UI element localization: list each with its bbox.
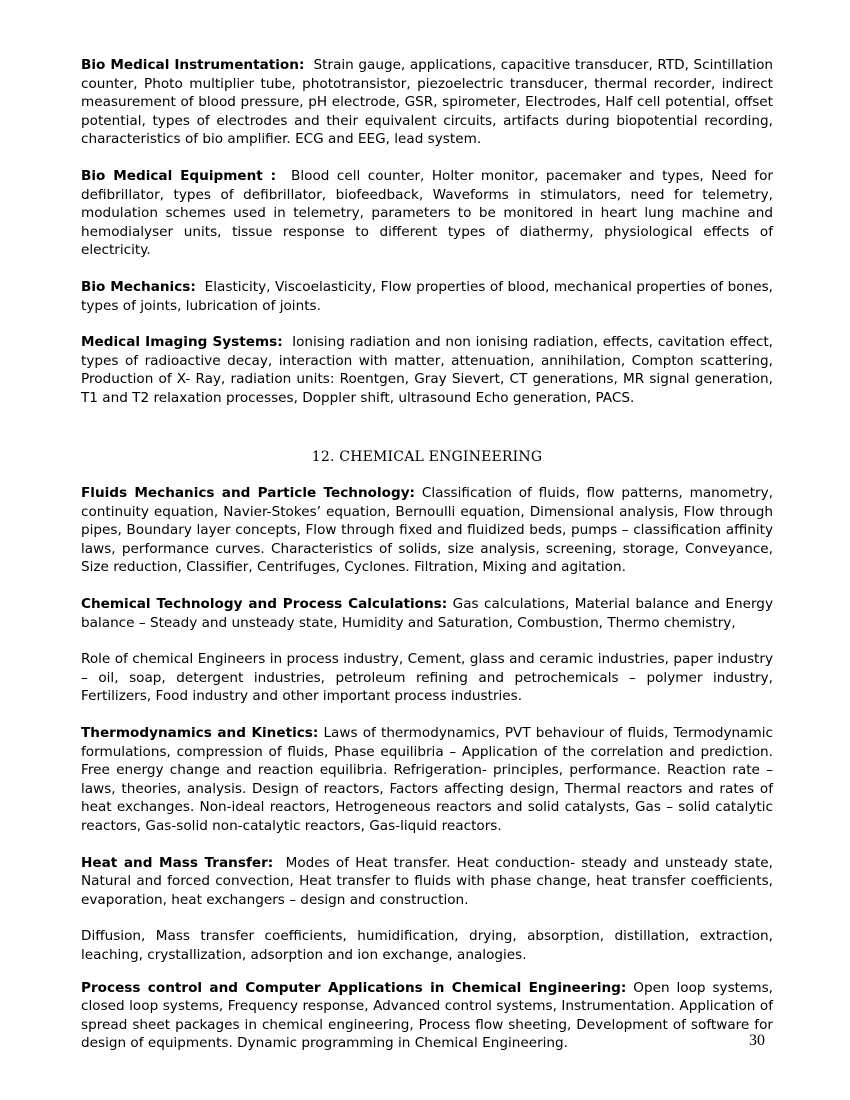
paragraph-heading: Heat and Mass Transfer: — [81, 854, 274, 871]
paragraph-biomedical-equipment — [81, 167, 773, 260]
paragraph-text: Classification of fluids, flow patterns, manometry, continuity equation, Navier-Stokes’ equation, Bernoulli equation, Dimensional analysis, Flow through pipes, Boundary layer concepts, Flow through fixed and fluidized beds, pumps – classification affinity laws, performance curves. Characteristics of solids, size analysis, screening, storage, Conveyance, Size reduction, Classifier, Centrifuges, Cyclones. Filtration, Mixing and agitation. — [81, 485, 774, 576]
paragraph-heading: Bio Medical Instrumentation: — [81, 57, 305, 73]
paragraph-heading: Thermodynamics and Kinetics: — [81, 725, 319, 742]
paragraph-thermodynamics — [81, 724, 773, 836]
section-title: 12. CHEMICAL ENGINEERING — [311, 448, 543, 465]
paragraph-text: Laws of thermodynamics, PVT behaviour of fluids, Termodynamic formulations, compression of fluids, Phase equilibria – Application of the correlation and prediction. Free energy change and reaction equilibria. Refrigeration- principles, performance. Reaction rate – laws, theories, analysis. Design of reactors, Factors affecting design, Thermal reactors and rates of heat exchanges. Non-ideal reactors, Hetrogeneous reactors and solid catalysts, Gas – solid catalytic reactors, Gas-solid non-catalytic reactors, Gas-liquid reactors. — [81, 725, 773, 834]
paragraph-text: Strain gauge, applications, capacitive transducer, RTD, Scintillation counter, Photo multiplier tube, phototransistor, piezoelectric transducer, thermal recorder, indirect measurement of blood pressure, pH electrode, GSR, spirometer, Electrodes, Half cell potential, offset potential, types of electrodes and their equivalent circuits, artifacts during biopotential recording, characteristics of bio amplifier. ECG and EEG, lead system. — [81, 57, 773, 148]
paragraph-medical-imaging — [81, 333, 773, 407]
paragraph-heat-mass-transfer — [81, 854, 773, 910]
paragraph-chemical-technology — [81, 595, 773, 632]
paragraph-text: Blood cell counter, Holter monitor, pacemaker and types, Need for defibrillator, types of defibrillator, biofeedback, Waveforms in stimulators, need for telemetry, modulation schemes used in telemetry, parameters to be monitored in heart lung machine and hemodialyser units, tissue response to different types of diathermy, physiological effects of electricity. — [81, 167, 773, 259]
paragraph-biomedical-instrumentation — [81, 56, 773, 149]
paragraph-mass-transfer — [81, 927, 773, 964]
paragraph-text: Gas calculations, Material balance and Energy balance – Steady and unsteady state, Humidity and Saturation, Combustion, Thermo chemistry, — [81, 596, 773, 631]
paragraph-bio-mechanics — [81, 278, 773, 315]
paragraph-heading: Bio Mechanics: — [81, 278, 196, 295]
paragraph-text: Role of chemical Engineers in process industry, Cement, glass and ceramic industries, paper industry – oil, soap, detergent industries, petroleum refining and petrochemicals – polymer industry, Fertilizers, Food industry and other important process industries. — [81, 651, 773, 705]
paragraph-heading: Chemical Technology and Process Calculations: — [81, 596, 448, 613]
paragraph-fluid-mechanics — [81, 484, 773, 577]
document-page — [81, 56, 773, 1071]
paragraph-text: Open loop systems, closed loop systems, Frequency response, Advanced control systems, Instrumentation. Application of spread sheet packages in chemical engineering, Process flow sheeting, Development of software for design of equipments. Dynamic programming in Chemical Engineering. — [81, 979, 773, 1052]
paragraph-heading: Medical Imaging Systems: — [81, 334, 283, 351]
paragraph-process-industries — [81, 650, 773, 706]
paragraph-heading: Process control and Computer Applications in Chemical Engineering: — [81, 979, 627, 996]
paragraph-heading: Fluids Mechanics and Particle Technology: — [81, 485, 415, 502]
page-number: 30 — [749, 1032, 765, 1049]
paragraph-text: Diffusion, Mass transfer coefficients, humidification, drying, absorption, distillation, extraction, leaching, crystallization, adsorption and ion exchange, analogies. — [81, 928, 773, 963]
paragraph-heading: Bio Medical Equipment : — [81, 167, 277, 184]
paragraph-text: Ionising radiation and non ionising radiation, effects, cavitation effect, types of radioactive decay, interaction with matter, attenuation, annihilation, Compton scattering, Production of X- Ray, radiation units: Roentgen, Gray Sievert, CT generations, MR signal generation, T1 and T2 relaxation processes, Doppler shift, ultrasound Echo generation, PACS. — [81, 334, 773, 406]
paragraph-text: Modes of Heat transfer. Heat conduction- steady and unsteady state, Natural and forced convection, Heat transfer to fluids with phase change, heat transfer coefficients, evaporation, heat exchangers – design and construction. — [81, 854, 773, 908]
paragraph-text: Elasticity, Viscoelasticity, Flow properties of blood, mechanical properties of bones, types of joints, lubrication of joints. — [81, 278, 773, 314]
paragraph-process-control — [81, 979, 773, 1053]
